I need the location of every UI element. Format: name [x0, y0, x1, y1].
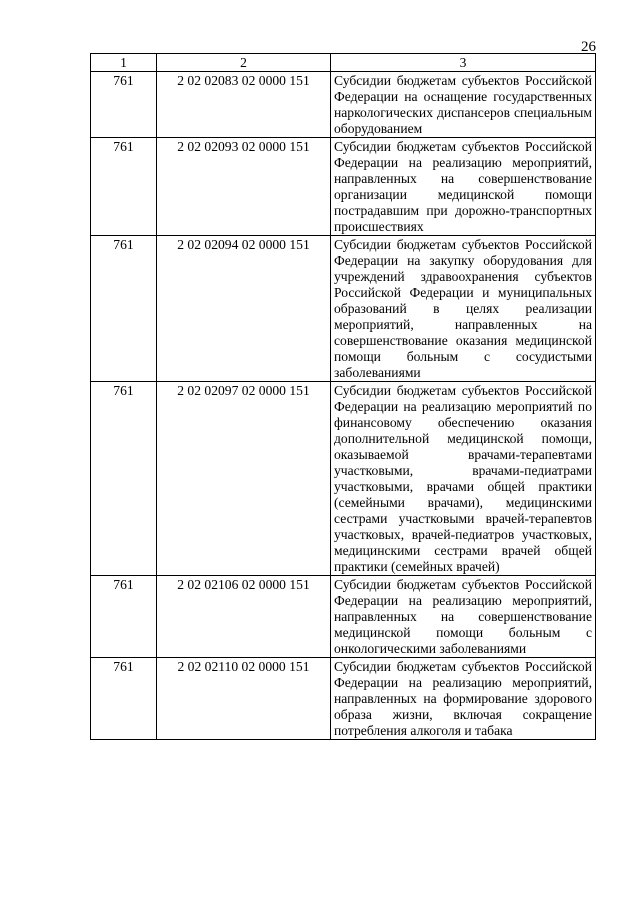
- table-row: [91, 138, 596, 236]
- revenue-code-cell: 2 02 02083 02 0000 151: [157, 72, 331, 138]
- description-cell: Субсидии бюджетам субъектов Российской Федерации на реализацию мероприятий по финансовому обеспечению оказания дополнительной медицинской помощи, оказываемой врачами-терапевтами участковыми, врачами-педиатрами участковыми, врачами общей практики (семейными врачами), медицинскими сестрами участковыми врачей-терапевтов участковых, врачей-педиатров участковых, медицинскими сестрами врачей общей практики (семейных врачей): [331, 382, 596, 576]
- table-row: [91, 658, 596, 740]
- revenue-code-cell: 2 02 02093 02 0000 151: [157, 138, 331, 236]
- table-row: [91, 236, 596, 382]
- revenue-code-cell: 2 02 02110 02 0000 151: [157, 658, 331, 740]
- description-cell: Субсидии бюджетам субъектов Российской Федерации на реализацию мероприятий, направленных на совершенствование организации медицинской помощи пострадавшим при дорожно-транспортных происшествиях: [331, 138, 596, 236]
- admin-code-cell: 761: [91, 236, 157, 382]
- column-header-2: 2: [157, 54, 331, 72]
- table-row: [91, 576, 596, 658]
- admin-code-cell: 761: [91, 138, 157, 236]
- revenue-code-cell: 2 02 02097 02 0000 151: [157, 382, 331, 576]
- admin-code-cell: 761: [91, 382, 157, 576]
- admin-code-cell: 761: [91, 658, 157, 740]
- budget-classification-table: [90, 53, 596, 740]
- column-header-3: 3: [331, 54, 596, 72]
- description-cell: Субсидии бюджетам субъектов Российской Федерации на закупку оборудования для учреждений здравоохранения субъектов Российской Федерации и муниципальных образований в целях реализации мероприятий, направленных на совершенствование оказания медицинской помощи больным с сосудистыми заболеваниями: [331, 236, 596, 382]
- table-header-row: [91, 54, 596, 72]
- column-header-1: 1: [91, 54, 157, 72]
- description-cell: Субсидии бюджетам субъектов Российской Федерации на оснащение государственных наркологических диспансеров специальным оборудованием: [331, 72, 596, 138]
- table-row: [91, 382, 596, 576]
- description-cell: Субсидии бюджетам субъектов Российской Федерации на реализацию мероприятий, направленных на формирование здорового образа жизни, включая сокращение потребления алкоголя и табака: [331, 658, 596, 740]
- description-cell: Субсидии бюджетам субъектов Российской Федерации на реализацию мероприятий, направленных на совершенствование медицинской помощи больным с онкологическими заболеваниями: [331, 576, 596, 658]
- revenue-code-cell: 2 02 02094 02 0000 151: [157, 236, 331, 382]
- page-number: 26: [581, 39, 596, 55]
- admin-code-cell: 761: [91, 72, 157, 138]
- revenue-code-cell: 2 02 02106 02 0000 151: [157, 576, 331, 658]
- table-row: [91, 72, 596, 138]
- admin-code-cell: 761: [91, 576, 157, 658]
